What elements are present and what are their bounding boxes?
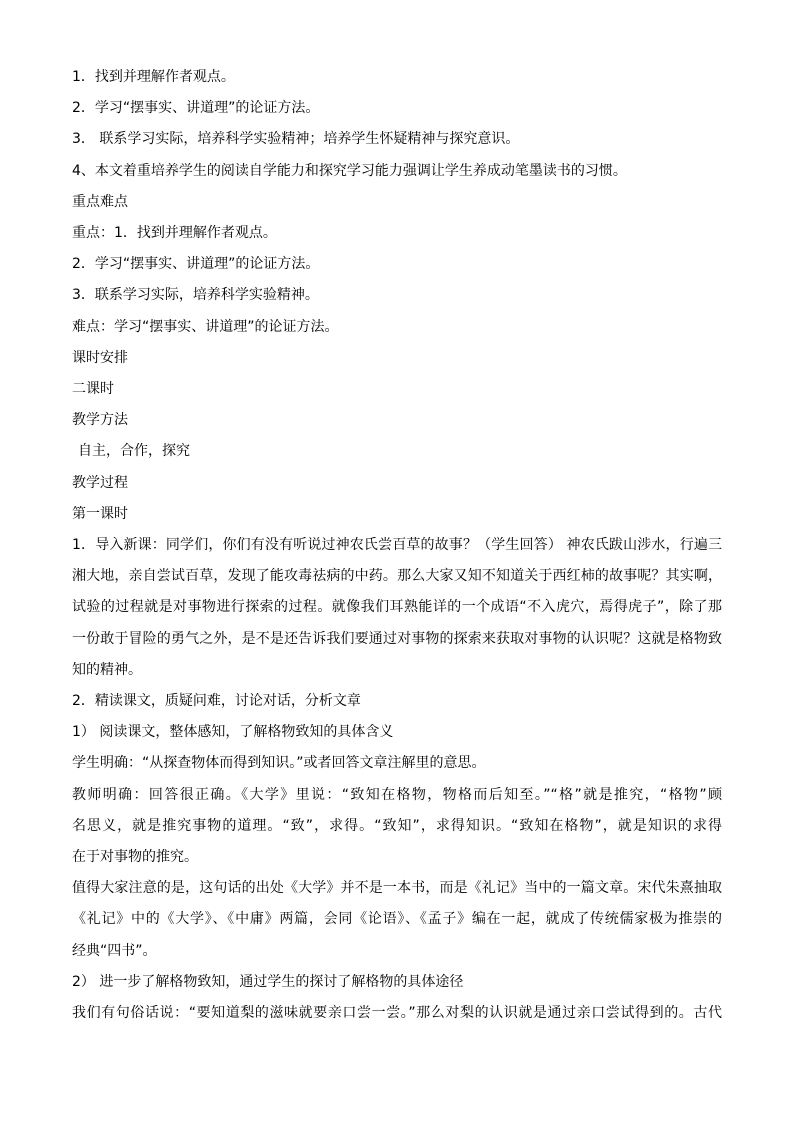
intro-line: 试验的过程就是对事物进行探索的过程。就像我们耳熟能详的一个成语“不入虎穴，焉得虎子”，除了那 (72, 599, 722, 616)
note-line: 经典“四书”。 (72, 942, 157, 959)
intro-line: 一份敢于冒险的勇气之外，是不是还告诉我们要通过对事物的探索来获取对事物的认识呢？这就是格物致 (72, 630, 722, 647)
difficult-point: 难点：学习“摆事实、讲道理”的论证方法。 (72, 318, 339, 335)
objective-1: 1．找到并理解作者观点。 (72, 69, 235, 85)
note-line: 值得大家注意的是，这句话的出处《大学》并不是一本书，而是《礼记》当中的一篇文章。宋代朱熹抽取 (72, 880, 722, 897)
intro-line: 知的精神。 (72, 661, 142, 678)
sub-step-1: 1） 阅读课文，整体感知，了解格物致知的具体含义 (72, 724, 394, 741)
proverb-line: 我们有句俗话说：“要知道梨的滋味就要亲口尝一尝。”那么对梨的认识就是通过亲口尝试得到的。古代 (72, 1005, 722, 1022)
step-2: 2．精读课文，质疑问难，讨论对话，分析文章 (72, 693, 361, 710)
sub-step-2: 2） 进一步了解格物致知，通过学生的探讨了解格物的具体途径 (72, 973, 464, 990)
schedule-heading: 课时安排 (72, 349, 128, 366)
intro-line: 1．导入新课：同学们，你们有没有听说过神农氏尝百草的故事？（学生回答） 神农氏跋山涉水，行遍三 (72, 537, 722, 554)
teacher-paragraph (72, 780, 722, 874)
proverb-paragraph (72, 998, 722, 1029)
objective-2: 2．学习“摆事实、讲道理”的论证方法。 (72, 100, 320, 117)
key-points-heading: 重点难点 (72, 193, 128, 210)
intro-paragraph (72, 530, 722, 686)
objective-3: 3． 联系学习实际，培养科学实验精神；培养学生怀疑精神与探究意识。 (72, 131, 520, 148)
lesson-heading: 第一课时 (72, 505, 128, 522)
document-page (72, 62, 722, 1029)
schedule-value: 二课时 (72, 381, 114, 398)
process-heading: 教学过程 (72, 474, 128, 491)
note-paragraph (72, 873, 722, 967)
method-heading: 教学方法 (72, 412, 128, 429)
teacher-line: 在于对事物的推究。 (72, 849, 198, 866)
key-point-3: 3．联系学习实际，培养科学实验精神。 (72, 287, 319, 304)
teacher-line: 教师明确：回答很正确。《大学》里说：“致知在格物，物格而后知至。”“格”就是推究，“格物”顾 (72, 786, 722, 803)
objective-4: 4、本文着重培养学生的阅读自学能力和探究学习能力强调让学生养成动笔墨读书的习惯。 (72, 162, 627, 179)
key-point-2: 2．学习“摆事实、讲道理”的论证方法。 (72, 256, 320, 273)
teacher-line: 名思义，就是推究事物的道理。“致”，求得。“致知”，求得知识。“致知在格物”，就是知识的求得 (72, 817, 722, 834)
student-answer: 学生明确：“从探查物体而得到知识。”或者回答文章注解里的意思。 (72, 755, 486, 772)
intro-line: 湘大地，亲自尝试百草，发现了能攻毒祛病的中药。那么大家又知不知道关于西红柿的故事呢？其实啊， (72, 568, 722, 585)
key-point-1: 重点：1．找到并理解作者观点。 (72, 225, 277, 242)
method-value: 自主，合作，探究 (78, 443, 190, 460)
note-line: 《礼记》中的《大学》、《中庸》两篇，会同《论语》、《孟子》编在一起，就成了传统儒家极为推崇的 (72, 911, 722, 928)
